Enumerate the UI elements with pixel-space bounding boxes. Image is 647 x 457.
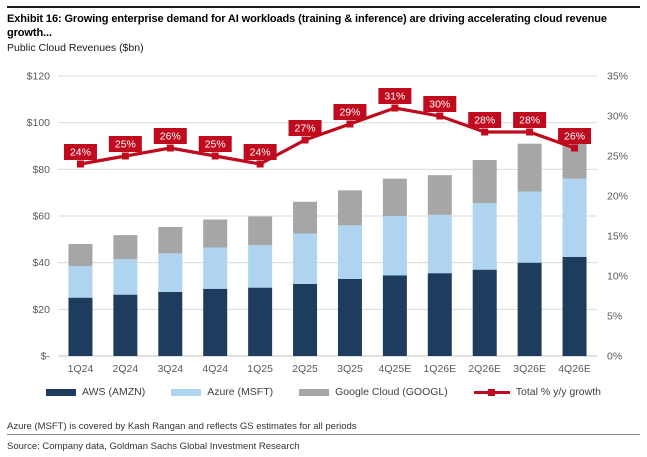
x-tick-label: 4Q26E: [558, 363, 591, 375]
legend-label: Azure (MSFT): [207, 386, 274, 398]
growth-marker: [122, 153, 129, 160]
bar-segment-aws: [428, 273, 452, 356]
legend-swatch-google-cloud-googl: [299, 389, 329, 396]
bar-segment-aws: [473, 270, 497, 356]
growth-label-text: 24%: [69, 146, 91, 159]
legend-line-swatch: [474, 388, 510, 397]
bar-segment-aws: [383, 276, 407, 357]
bar-segment-google: [68, 244, 92, 266]
bar-segment-aws: [68, 298, 92, 356]
bar-segment-aws: [563, 257, 587, 356]
source-note: Source: Company data, Goldman Sachs Global Investment Research: [7, 441, 300, 452]
chart-legend: [0, 386, 647, 398]
right-axis-tick: 15%: [607, 230, 629, 243]
top-rule: [7, 6, 640, 8]
bar-segment-azure: [518, 192, 542, 263]
legend-item-azure-msft: [171, 386, 273, 398]
bar-segment-aws: [158, 292, 182, 356]
right-axis-tick: 35%: [607, 70, 629, 83]
legend-label: Google Cloud (GOOGL): [335, 386, 448, 398]
x-tick-label: 3Q25: [337, 363, 363, 375]
growth-label-text: 26%: [159, 130, 181, 143]
bar-segment-google: [518, 144, 542, 192]
growth-marker: [167, 145, 174, 152]
right-axis-tick: 0%: [607, 350, 623, 363]
right-axis-tick: 25%: [607, 150, 629, 163]
right-axis-tick: 20%: [607, 190, 629, 203]
bar-segment-google: [428, 175, 452, 215]
bar-segment-aws: [338, 279, 362, 356]
x-tick-label: 4Q24: [202, 363, 229, 375]
bar-segment-aws: [518, 263, 542, 356]
left-axis-tick: $120: [26, 70, 50, 83]
x-tick-label: 1Q26E: [423, 363, 457, 375]
x-tick-label: 1Q25: [247, 363, 273, 375]
growth-label-text: 25%: [114, 138, 136, 151]
bar-segment-aws: [293, 284, 317, 356]
bar-segment-google: [293, 202, 317, 234]
left-axis-tick: $100: [26, 117, 50, 130]
footer-divider: [7, 434, 640, 435]
left-axis-tick: $20: [32, 303, 50, 316]
bar-segment-google: [338, 190, 362, 225]
x-tick-label: 3Q24: [157, 363, 184, 375]
growth-marker: [391, 105, 398, 112]
growth-label-text: 25%: [204, 138, 226, 151]
left-axis-tick: $80: [32, 163, 50, 176]
bar-segment-azure: [113, 259, 137, 294]
x-tick-label: 2Q24: [112, 363, 139, 375]
legend-swatch-azure-msft: [171, 389, 201, 396]
growth-label-text: 26%: [564, 130, 586, 143]
growth-marker: [481, 129, 488, 136]
bar-segment-aws: [113, 295, 137, 356]
exhibit-title: Exhibit 16: Growing enterprise demand for AI workloads (training & inference) are driving accelerating cloud revenue growth...: [7, 13, 607, 40]
left-axis-tick: $40: [32, 257, 50, 270]
legend-marker: [488, 389, 495, 396]
legend-item-aws-amzn: [46, 386, 145, 398]
x-tick-label: 3Q26E: [513, 363, 546, 375]
right-axis-tick: 30%: [607, 110, 629, 123]
legend-item-total-y-y-growth: [474, 386, 601, 398]
left-axis-tick: $-: [40, 350, 50, 363]
growth-marker: [526, 129, 533, 136]
bar-segment-google: [473, 160, 497, 203]
growth-label-text: 30%: [429, 98, 451, 111]
legend-label: Total % y/y growth: [515, 386, 601, 398]
growth-label-text: 29%: [339, 106, 361, 119]
bar-segment-azure: [203, 248, 227, 289]
right-axis-tick: 5%: [607, 310, 623, 323]
right-axis-tick: 10%: [607, 270, 629, 283]
bar-segment-google: [158, 227, 182, 253]
bar-segment-azure: [158, 253, 182, 291]
bar-segment-azure: [293, 234, 317, 284]
bar-segment-azure: [473, 203, 497, 270]
growth-marker: [302, 137, 309, 144]
bar-segment-google: [248, 216, 272, 245]
legend-label: AWS (AMZN): [82, 386, 146, 398]
bar-segment-google: [383, 179, 407, 216]
cloud-revenue-chart: [0, 62, 647, 384]
bar-segment-azure: [563, 179, 587, 257]
bar-segment-azure: [428, 215, 452, 273]
bar-segment-azure: [338, 225, 362, 279]
bar-segment-azure: [248, 245, 272, 287]
bar-segment-azure: [68, 266, 92, 298]
growth-label-text: 31%: [384, 90, 406, 103]
growth-marker: [77, 161, 84, 168]
growth-marker: [571, 145, 578, 152]
footnote: Azure (MSFT) is covered by Kash Rangan and reflects GS estimates for all periods: [7, 421, 357, 432]
bar-segment-aws: [248, 288, 272, 356]
growth-label-text: 28%: [474, 114, 496, 127]
x-tick-label: 2Q26E: [468, 363, 502, 375]
growth-label-text: 27%: [294, 122, 316, 135]
growth-label-text: 28%: [519, 114, 541, 127]
legend-item-google-cloud-googl: [299, 386, 448, 398]
bar-segment-google: [203, 220, 227, 248]
bar-segment-aws: [203, 289, 227, 356]
growth-marker: [212, 153, 219, 160]
x-tick-label: 2Q25: [292, 363, 318, 375]
bar-segment-google: [113, 235, 137, 259]
left-axis-tick: $60: [32, 210, 50, 223]
growth-marker: [346, 121, 353, 128]
growth-marker: [257, 161, 264, 168]
growth-marker: [436, 113, 443, 120]
growth-label-text: 24%: [249, 146, 271, 159]
chart-subtitle: Public Cloud Revenues ($bn): [7, 42, 144, 54]
x-tick-label: 1Q24: [67, 363, 94, 375]
x-tick-label: 4Q25E: [378, 363, 412, 375]
bar-segment-azure: [383, 216, 407, 276]
legend-swatch-aws-amzn: [46, 389, 76, 396]
